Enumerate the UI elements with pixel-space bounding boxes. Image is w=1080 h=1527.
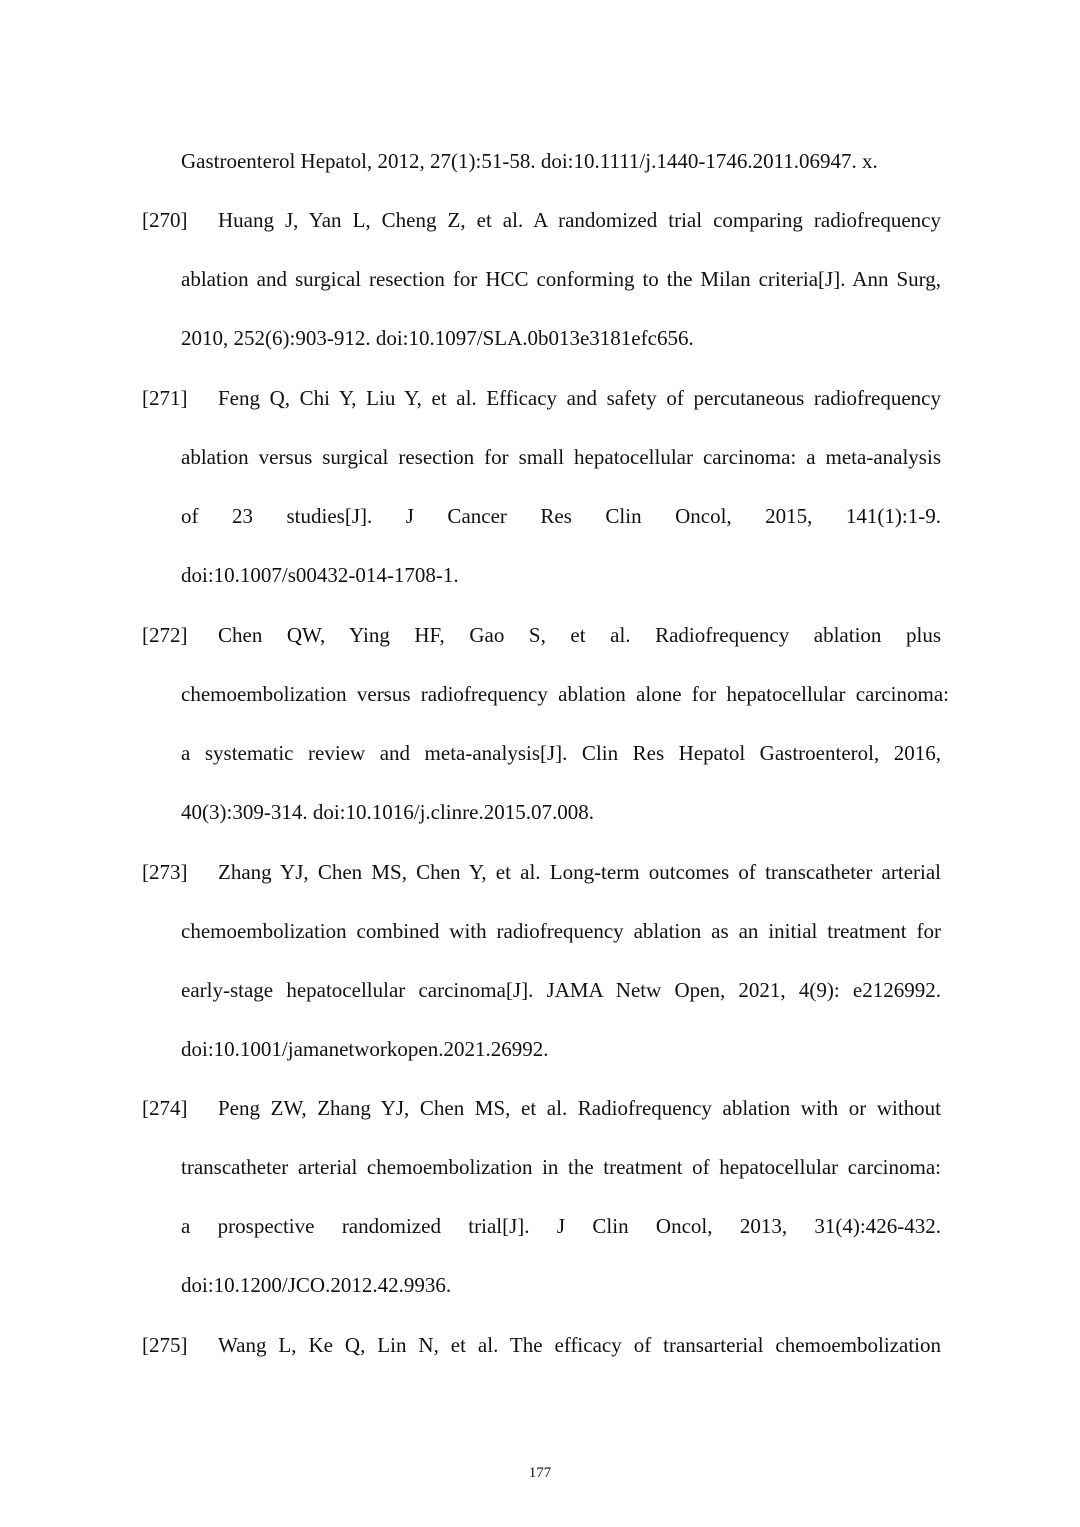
reference-line: doi:10.1001/jamanetworkopen.2021.26992. [181, 1037, 549, 1061]
reference-line: 40(3):309-314. doi:10.1016/j.clinre.2015.07.008. [181, 800, 594, 824]
reference-line: a systematic review and meta-analysis[J]. Clin Res Hepatol Gastroenterol, 2016, [181, 741, 941, 765]
reference-line: chemoembolization combined with radiofrequency ablation as an initial treatment for [181, 919, 941, 943]
reference-line: doi:10.1200/JCO.2012.42.9936. [181, 1273, 452, 1297]
reference-line: a prospective randomized trial[J]. J Clin Oncol, 2013, 31(4):426-432. [181, 1214, 941, 1238]
reference-line: transcatheter arterial chemoembolization in the treatment of hepatocellular carcinoma: [181, 1155, 941, 1179]
reference-line: ablation versus surgical resection for small hepatocellular carcinoma: a meta-analysis [181, 445, 941, 469]
reference-line: ablation and surgical resection for HCC conforming to the Milan criteria[J]. Ann Surg, [181, 267, 941, 291]
reference-continuation-line: Gastroenterol Hepatol, 2012, 27(1):51-58. doi:10.1111/j.1440-1746.2011.06947. x. [181, 149, 878, 173]
reference-line: Feng Q, Chi Y, Liu Y, et al. Efficacy and safety of percutaneous radiofrequency [218, 386, 941, 410]
page-number: 177 [528, 1465, 552, 1481]
reference-line: Peng ZW, Zhang YJ, Chen MS, et al. Radiofrequency ablation with or without [218, 1096, 941, 1120]
reference-line: Chen QW, Ying HF, Gao S, et al. Radiofrequency ablation plus [218, 623, 941, 647]
reference-number: [273] [142, 860, 188, 884]
reference-number: [270] [142, 208, 188, 232]
reference-number: [275] [142, 1333, 188, 1357]
reference-line: Huang J, Yan L, Cheng Z, et al. A randomized trial comparing radiofrequency [218, 208, 941, 232]
reference-number: [272] [142, 623, 188, 647]
reference-number: [271] [142, 386, 188, 410]
reference-line: Wang L, Ke Q, Lin N, et al. The efficacy of transarterial chemoembolization [218, 1333, 941, 1357]
reference-line: of 23 studies[J]. J Cancer Res Clin Oncol, 2015, 141(1):1-9. [181, 504, 941, 528]
reference-number: [274] [142, 1096, 188, 1120]
reference-line: doi:10.1007/s00432-014-1708-1. [181, 563, 459, 587]
reference-line: 2010, 252(6):903-912. doi:10.1097/SLA.0b013e3181efc656. [181, 326, 694, 350]
reference-line: Zhang YJ, Chen MS, Chen Y, et al. Long-term outcomes of transcatheter arterial [218, 860, 941, 884]
reference-line: early-stage hepatocellular carcinoma[J]. JAMA Netw Open, 2021, 4(9): e2126992. [181, 978, 941, 1002]
reference-line: chemoembolization versus radiofrequency ablation alone for hepatocellular carcinoma: [181, 682, 949, 706]
